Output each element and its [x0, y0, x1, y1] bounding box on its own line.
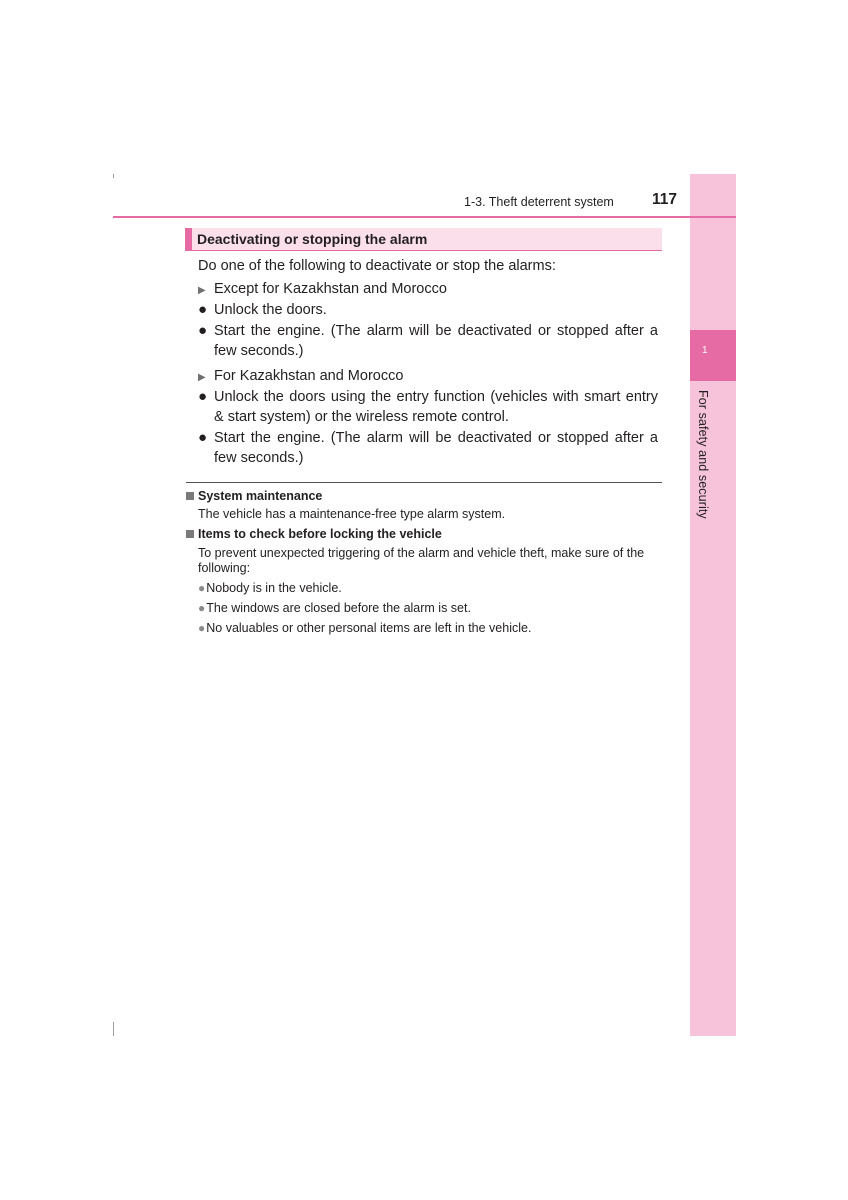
- square-icon: [186, 492, 194, 500]
- list-item: [198, 300, 658, 320]
- bullet-icon: ●: [198, 601, 206, 615]
- chapter-number: 1: [702, 345, 708, 356]
- group-label-text: For Kazakhstan and Morocco: [214, 368, 404, 384]
- page-number: 117: [652, 191, 678, 208]
- group-label-text: Except for Kazakhstan and Morocco: [214, 281, 447, 297]
- bullet-icon: ●: [198, 429, 208, 446]
- section-heading-box: [185, 228, 662, 251]
- chapter-title: For safety and security: [696, 390, 710, 519]
- note-list-item: [198, 581, 342, 595]
- note-text: The vehicle has a maintenance-free type alarm system.: [198, 507, 506, 521]
- note-heading: [186, 527, 442, 541]
- notes-divider: [186, 482, 662, 483]
- crop-mark-bottom-left: [113, 1022, 114, 1036]
- triangle-icon: ▶: [198, 372, 206, 383]
- list-item-text: Unlock the doors using the entry function (vehicles with smart entry & start system) or the wireless remote control.: [214, 389, 658, 425]
- note-heading-text: Items to check before locking the vehicle: [198, 527, 442, 541]
- group-label: [198, 366, 658, 386]
- note-list-item-text: No valuables or other personal items are left in the vehicle.: [206, 621, 532, 635]
- header-divider: [113, 216, 736, 218]
- note-list-item-text: Nobody is in the vehicle.: [206, 581, 342, 595]
- list-item-text: Start the engine. (The alarm will be deactivated or stopped after a few seconds.): [214, 430, 658, 466]
- note-list-item-text: The windows are closed before the alarm is set.: [206, 601, 471, 615]
- section-title: 1-3. Theft deterrent system: [464, 195, 614, 209]
- intro-text: Do one of the following to deactivate or stop the alarms:: [198, 258, 556, 274]
- bullet-icon: ●: [198, 621, 206, 635]
- list-item: [198, 387, 658, 427]
- square-icon: [186, 530, 194, 538]
- list-item-text: Start the engine. (The alarm will be deactivated or stopped after a few seconds.): [214, 323, 658, 359]
- list-item-text: Unlock the doors.: [214, 302, 327, 318]
- bullet-icon: ●: [198, 581, 206, 595]
- chapter-number-tab: [690, 330, 736, 381]
- list-item: [198, 428, 658, 468]
- section-heading: Deactivating or stopping the alarm: [197, 231, 428, 247]
- note-list-item: [198, 601, 471, 615]
- triangle-icon: ▶: [198, 285, 206, 296]
- bullet-icon: ●: [198, 388, 208, 405]
- chapter-side-tab: [690, 174, 736, 1036]
- note-heading-text: System maintenance: [198, 489, 323, 503]
- bullet-icon: ●: [198, 322, 208, 339]
- heading-accent-bar: [185, 228, 192, 250]
- note-heading: [186, 489, 322, 503]
- list-item: [198, 321, 658, 361]
- note-text: To prevent unexpected triggering of the alarm and vehicle theft, make sure of the following:: [198, 546, 645, 575]
- note-list-item: [198, 621, 531, 635]
- crop-mark-top-left: [113, 174, 114, 178]
- bullet-icon: ●: [198, 301, 208, 318]
- group-label: [198, 279, 658, 299]
